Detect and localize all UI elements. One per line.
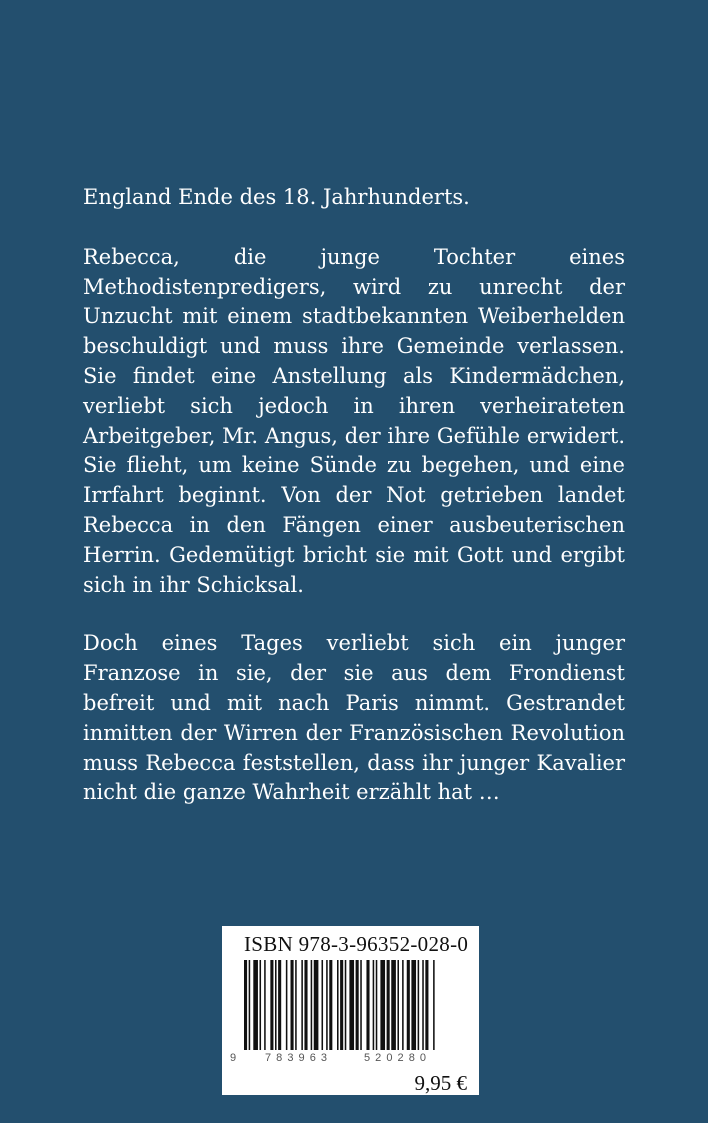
barcode-bar	[407, 960, 410, 1050]
barcode-bar	[291, 960, 294, 1050]
price: 9,95 €	[414, 1071, 467, 1095]
barcode-bar	[397, 960, 399, 1050]
barcode-bar	[356, 960, 359, 1050]
barcode-bar	[380, 960, 385, 1050]
barcode-bar	[387, 960, 390, 1050]
barcode-bar	[322, 960, 324, 1050]
barcode-bar	[275, 960, 277, 1050]
barcode-digits-right: 5 2 0 2 8 0	[364, 1052, 427, 1064]
barcode-bar	[314, 960, 319, 1050]
barcode-bar	[260, 960, 262, 1050]
barcode-bar	[311, 960, 313, 1050]
barcode-bar	[433, 960, 435, 1050]
barcode-bar	[425, 960, 428, 1050]
barcode-bar	[373, 960, 375, 1050]
barcode-bar	[329, 960, 332, 1050]
barcode	[222, 926, 479, 1095]
blurb-paragraph-2: Doch eines Tages verliebt sich ein junger Franzose in sie, der sie aus dem Frondienst befreit und mit nach Paris nimmt. Gestrandet inmitten der Wirren der Französischen Revolution muss Rebecca feststellen, dass ihr junger Kavalier nicht die ganze Wahrheit erzählt hat …	[83, 631, 625, 805]
barcode-bar	[422, 960, 424, 1050]
isbn-barcode-box	[222, 926, 479, 1095]
barcode-bar	[349, 960, 354, 1050]
barcode-bar	[244, 960, 247, 1050]
barcode-bar	[366, 960, 369, 1050]
barcode-bar	[264, 960, 266, 1050]
barcode-bar	[345, 960, 347, 1050]
barcode-bar	[391, 960, 396, 1050]
barcode-bar	[418, 960, 420, 1050]
barcode-bar	[360, 960, 362, 1050]
barcode-bar	[295, 960, 297, 1050]
barcode-bar	[286, 960, 288, 1050]
barcode-bar	[376, 960, 378, 1050]
isbn-number: ISBN 978-3-96352-028-0	[244, 932, 469, 956]
barcode-bar	[304, 960, 307, 1050]
blurb-intro: England Ende des 18. Jahrhunderts.	[83, 185, 470, 209]
blurb-paragraph-1: Rebecca, die junge Tochter eines Methodistenpredigers, wird zu unrecht der Unzucht mit einem stadtbekannten Weiberhelden beschuldigt und muss ihre Gemeinde verlassen. Sie findet eine Anstellung als Kindermädchen, verliebt sich jedoch in ihren verheirateten Arbeitgeber, Mr. Angus, der ihre Gefühle erwidert. Sie flieht, um keine Sünde zu begehen, und eine Irrfahrt beginnt. Von der Not getrieben landet Rebecca in den Fängen einer ausbeuterischen Herrin. Gedemütigt bricht sie mit Gott und ergibt sich in ihr Schicksal.	[83, 244, 625, 597]
barcode-bar	[270, 960, 273, 1050]
barcode-bar	[326, 960, 328, 1050]
barcode-digits-left: 7 8 3 9 6 3	[265, 1052, 328, 1064]
barcode-bar	[411, 960, 416, 1050]
barcode-bar	[301, 960, 303, 1050]
barcode-bar	[402, 960, 404, 1050]
barcode-bar	[340, 960, 343, 1050]
barcode-bar	[249, 960, 251, 1050]
blurb-text	[83, 183, 625, 837]
barcode-bar	[253, 960, 258, 1050]
barcode-bar	[278, 960, 281, 1050]
barcode-digit-lead: 9	[230, 1052, 237, 1064]
barcode-bar	[337, 960, 339, 1050]
